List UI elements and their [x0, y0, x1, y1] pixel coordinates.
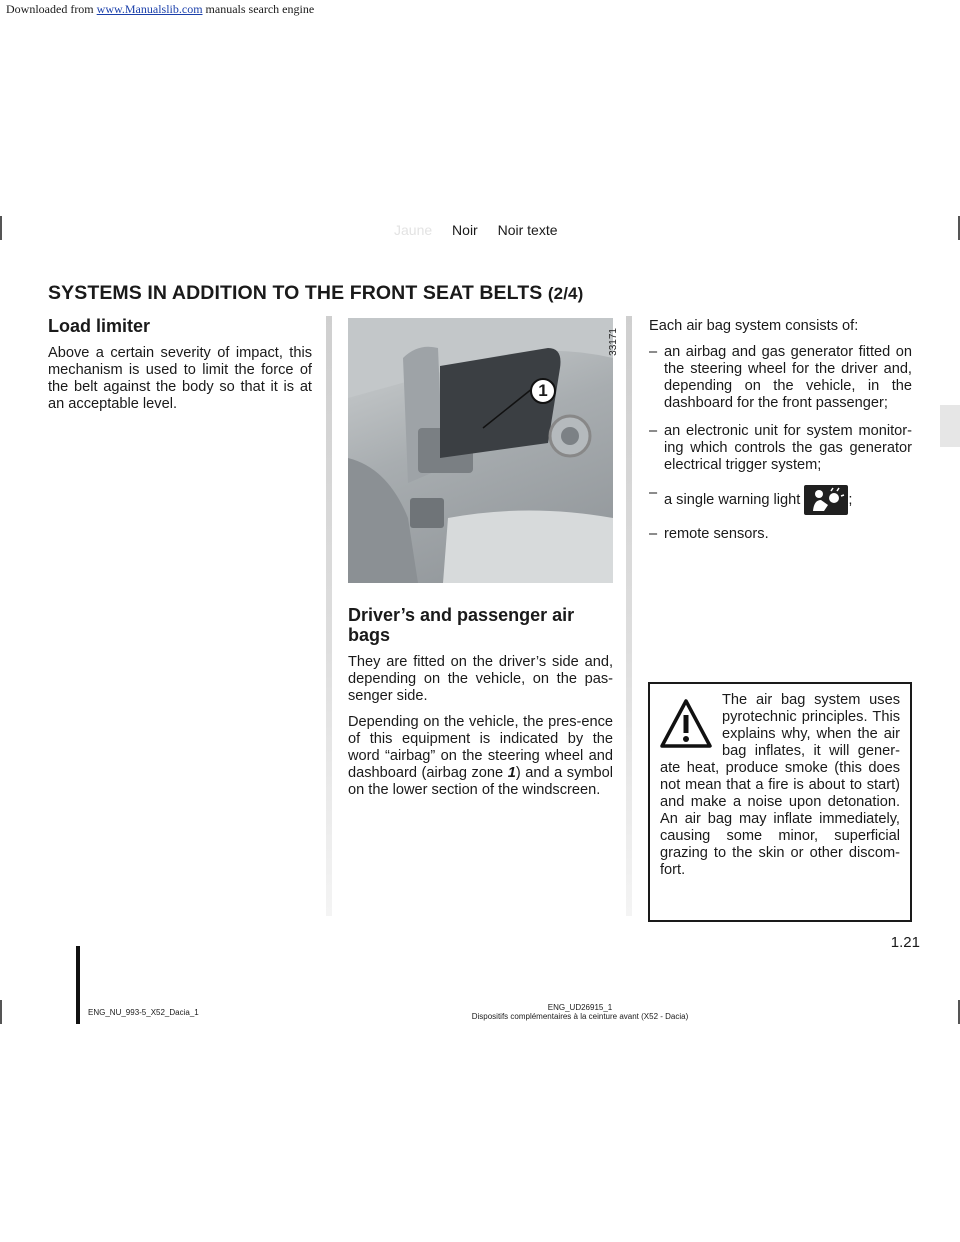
warning-light-tail: ; [848, 491, 853, 508]
page-title-main: SYSTEMS IN ADDITION TO THE FRONT SEAT BELTS [48, 282, 548, 304]
list-item: – an airbag and gas generator fitted on the steering wheel for the driver and, depending on the vehicle, in the dashboard for the front passenger; [649, 344, 912, 412]
crop-mark-top-left [0, 216, 2, 240]
right-column [649, 318, 912, 554]
left-column [48, 316, 312, 422]
airbags-presence-text [348, 714, 613, 799]
downloaded-from-text: Downloaded from [6, 2, 94, 16]
airbag-warning-light-icon [804, 485, 848, 515]
footer-section-title: Dispositifs complémentaires à la ceinture avant (X52 - Dacia) [471, 1012, 689, 1021]
color-label-jaune: Jaune [394, 222, 433, 238]
footer-section-code [380, 1003, 780, 1021]
page-title-part: (2/4) [547, 284, 584, 303]
airbags-presence-part1: Depending on the vehicle, the pres-ence of this equipment is indicated by the word “airbag” on the steering wheel and dashboard (airbag zone [348, 714, 613, 781]
manualslib-link[interactable]: www.Manualslib.com [96, 2, 203, 16]
pyrotechnic-warning-text: The air bag system uses pyrotechnic principles. This explains why, when the air bag inflates, it will gener-ate heat, produce smoke (this does not mean that a fire is about to start) and make a noise upon detonation. An air bag may inflate immediately, causing some minor, superficial grazing to the skin or other discom-fort. [660, 692, 900, 878]
airbag-system-intro: Each air bag system consists of: [649, 318, 859, 334]
photo-reference-number: 33171 [608, 328, 619, 356]
column-divider-left [326, 316, 332, 916]
airbag-zone-callout: 1 [530, 378, 556, 404]
page-title [48, 282, 583, 305]
crop-mark-bottom-left [0, 1000, 2, 1024]
color-label-noir: Noir [452, 222, 478, 238]
footer-black-bar [76, 946, 80, 1024]
dashboard-photo [348, 318, 619, 583]
footer-doc-code: ENG_NU_993-5_X52_Dacia_1 [88, 1008, 199, 1017]
color-separation-labels [394, 222, 574, 238]
airbags-heading: Driver’s and passenger air bags [348, 605, 575, 645]
section-tab-marker [940, 405, 960, 447]
pyrotechnic-warning-box [648, 682, 912, 922]
list-item [649, 485, 912, 515]
middle-column [348, 318, 619, 808]
airbags-fitted-text: They are fitted on the driver’s side and, depending on the vehicle, on the pas-senger side. [348, 654, 613, 704]
dashboard-illustration [348, 318, 613, 583]
list-item: – an electronic unit for system monitor-ing which controls the gas generator electrical trigger system; [649, 423, 912, 474]
warning-light-text: a single warning light [664, 491, 805, 508]
warning-triangle-icon [660, 698, 712, 750]
color-label-noir-texte: Noir texte [497, 222, 558, 238]
load-limiter-text: Above a certain severity of impact, this mechanism is used to limit the force of the belt against the body so that it is at an acceptable level. [48, 345, 312, 412]
airbag-components-list [649, 344, 912, 543]
page-number: 1.21 [890, 934, 920, 951]
column-divider-right [626, 316, 632, 916]
load-limiter-heading: Load limiter [48, 316, 151, 336]
airbag-zone-ref: 1 [507, 765, 516, 781]
download-banner [0, 0, 960, 22]
list-item: – remote sensors. [649, 526, 912, 543]
search-engine-text: manuals search engine [202, 2, 315, 16]
airbags-presence-part2: ) and a symbol on the lower section of the windscreen. [348, 765, 613, 798]
footer-section-id: ENG_UD26915_1 [547, 1003, 613, 1012]
